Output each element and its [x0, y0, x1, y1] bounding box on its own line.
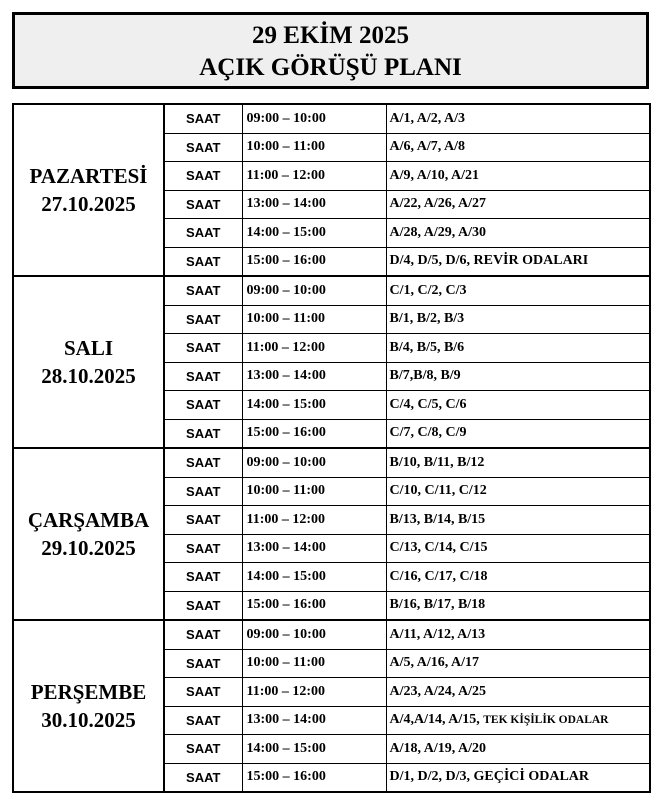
- schedule-row: [13, 276, 650, 305]
- title-heading: AÇIK GÖRÜŞÜ PLANI: [199, 54, 462, 81]
- room-list: C/10, C/11, C/12: [389, 483, 487, 499]
- saat-label: SAAT: [164, 649, 242, 678]
- rooms-cell: [386, 104, 650, 133]
- room-list: B/1, B/2, B/3: [389, 311, 465, 327]
- visit-plan-body: [13, 104, 650, 792]
- rooms-cell: [386, 620, 650, 649]
- time-range: 10:00 – 11:00: [242, 133, 386, 162]
- time-range: 09:00 – 10:00: [242, 104, 386, 133]
- day-date: 28.10.2025: [41, 364, 136, 388]
- rooms-cell: [386, 735, 650, 764]
- room-list: A/5, A/16, A/17: [389, 655, 479, 671]
- time-range: 11:00 – 12:00: [242, 678, 386, 707]
- rooms-cell: [386, 563, 650, 592]
- rooms-cell: [386, 419, 650, 448]
- saat-label: SAAT: [164, 362, 242, 391]
- room-list: C/1, C/2, C/3: [389, 282, 467, 298]
- day-name: SALI: [63, 336, 114, 360]
- day-cell: [13, 620, 164, 792]
- saat-label: SAAT: [164, 133, 242, 162]
- saat-label: SAAT: [164, 706, 242, 735]
- saat-label: SAAT: [164, 305, 242, 334]
- rooms-cell: [386, 305, 650, 334]
- rooms-cell: [386, 334, 650, 363]
- time-range: 11:00 – 12:00: [242, 334, 386, 363]
- room-list: C/4, C/5, C/6: [389, 396, 467, 412]
- time-range: 14:00 – 15:00: [242, 219, 386, 248]
- rooms-cell: [386, 591, 650, 620]
- saat-label: SAAT: [164, 276, 242, 305]
- schedule-row: [13, 448, 650, 477]
- saat-label: SAAT: [164, 763, 242, 792]
- saat-label: SAAT: [164, 534, 242, 563]
- rooms-cell: [386, 649, 650, 678]
- time-range: 14:00 – 15:00: [242, 735, 386, 764]
- room-list: B/7,B/8, B/9: [389, 368, 461, 384]
- time-range: 09:00 – 10:00: [242, 620, 386, 649]
- room-note: TEK KİŞİLİK ODALAR: [483, 714, 609, 727]
- room-list: A/18, A/19, A/20: [389, 740, 486, 756]
- rooms-cell: [386, 276, 650, 305]
- rooms-cell: [386, 534, 650, 563]
- day-name: PAZARTESİ: [29, 164, 148, 188]
- saat-label: SAAT: [164, 477, 242, 506]
- saat-label: SAAT: [164, 620, 242, 649]
- day-date: 30.10.2025: [41, 708, 136, 732]
- rooms-cell: [386, 763, 650, 792]
- room-list: D/1, D/2, D/3, GEÇİCİ ODALAR: [389, 769, 590, 785]
- schedule-row: [13, 620, 650, 649]
- time-range: 11:00 – 12:00: [242, 506, 386, 535]
- day-date: 27.10.2025: [41, 192, 136, 216]
- saat-label: SAAT: [164, 563, 242, 592]
- day-cell: [13, 276, 164, 448]
- room-list: C/13, C/14, C/15: [389, 540, 488, 556]
- saat-label: SAAT: [164, 334, 242, 363]
- room-list: B/16, B/17, B/18: [389, 597, 486, 613]
- time-range: 11:00 – 12:00: [242, 162, 386, 191]
- rooms-cell: [386, 133, 650, 162]
- saat-label: SAAT: [164, 591, 242, 620]
- day-cell: [13, 104, 164, 276]
- rooms-cell: [386, 706, 650, 735]
- saat-label: SAAT: [164, 104, 242, 133]
- room-list: C/16, C/17, C/18: [389, 568, 488, 584]
- time-range: 15:00 – 16:00: [242, 247, 386, 276]
- room-list: A/11, A/12, A/13: [389, 626, 486, 642]
- saat-label: SAAT: [164, 506, 242, 535]
- rooms-cell: [386, 448, 650, 477]
- room-list: B/4, B/5, B/6: [389, 339, 465, 355]
- saat-label: SAAT: [164, 162, 242, 191]
- plan-title-box: [12, 12, 649, 89]
- saat-label: SAAT: [164, 735, 242, 764]
- time-range: 10:00 – 11:00: [242, 477, 386, 506]
- time-range: 13:00 – 14:00: [242, 190, 386, 219]
- room-list: B/10, B/11, B/12: [389, 454, 485, 470]
- room-list: A/4,A/14, A/15,: [389, 712, 480, 728]
- room-list: A/23, A/24, A/25: [389, 683, 486, 699]
- time-range: 10:00 – 11:00: [242, 305, 386, 334]
- rooms-cell: [386, 162, 650, 191]
- rooms-cell: [386, 506, 650, 535]
- time-range: 14:00 – 15:00: [242, 391, 386, 420]
- room-list: D/4, D/5, D/6, REVİR ODALARI: [389, 253, 589, 269]
- rooms-cell: [386, 190, 650, 219]
- time-range: 14:00 – 15:00: [242, 563, 386, 592]
- rooms-cell: [386, 391, 650, 420]
- day-name: ÇARŞAMBA: [27, 508, 150, 532]
- time-range: 13:00 – 14:00: [242, 534, 386, 563]
- rooms-cell: [386, 362, 650, 391]
- time-range: 09:00 – 10:00: [242, 448, 386, 477]
- time-range: 15:00 – 16:00: [242, 763, 386, 792]
- room-list: A/28, A/29, A/30: [389, 224, 486, 240]
- rooms-cell: [386, 477, 650, 506]
- room-list: A/9, A/10, A/21: [389, 167, 479, 183]
- title-date: 29 EKİM 2025: [252, 22, 409, 49]
- saat-label: SAAT: [164, 678, 242, 707]
- time-range: 13:00 – 14:00: [242, 706, 386, 735]
- saat-label: SAAT: [164, 448, 242, 477]
- time-range: 15:00 – 16:00: [242, 591, 386, 620]
- time-range: 15:00 – 16:00: [242, 419, 386, 448]
- time-range: 13:00 – 14:00: [242, 362, 386, 391]
- time-range: 10:00 – 11:00: [242, 649, 386, 678]
- room-list: C/7, C/8, C/9: [389, 425, 467, 441]
- saat-label: SAAT: [164, 190, 242, 219]
- room-list: A/22, A/26, A/27: [389, 196, 486, 212]
- rooms-cell: [386, 219, 650, 248]
- saat-label: SAAT: [164, 419, 242, 448]
- room-list: A/6, A/7, A/8: [389, 139, 465, 155]
- room-list: B/13, B/14, B/15: [389, 511, 486, 527]
- rooms-cell: [386, 247, 650, 276]
- day-cell: [13, 448, 164, 620]
- room-list: A/1, A/2, A/3: [389, 110, 465, 126]
- time-range: 09:00 – 10:00: [242, 276, 386, 305]
- saat-label: SAAT: [164, 247, 242, 276]
- day-date: 29.10.2025: [41, 536, 136, 560]
- schedule-row: [13, 104, 650, 133]
- saat-label: SAAT: [164, 219, 242, 248]
- rooms-cell: [386, 678, 650, 707]
- visit-plan-table: [12, 103, 651, 793]
- saat-label: SAAT: [164, 391, 242, 420]
- day-name: PERŞEMBE: [30, 680, 147, 704]
